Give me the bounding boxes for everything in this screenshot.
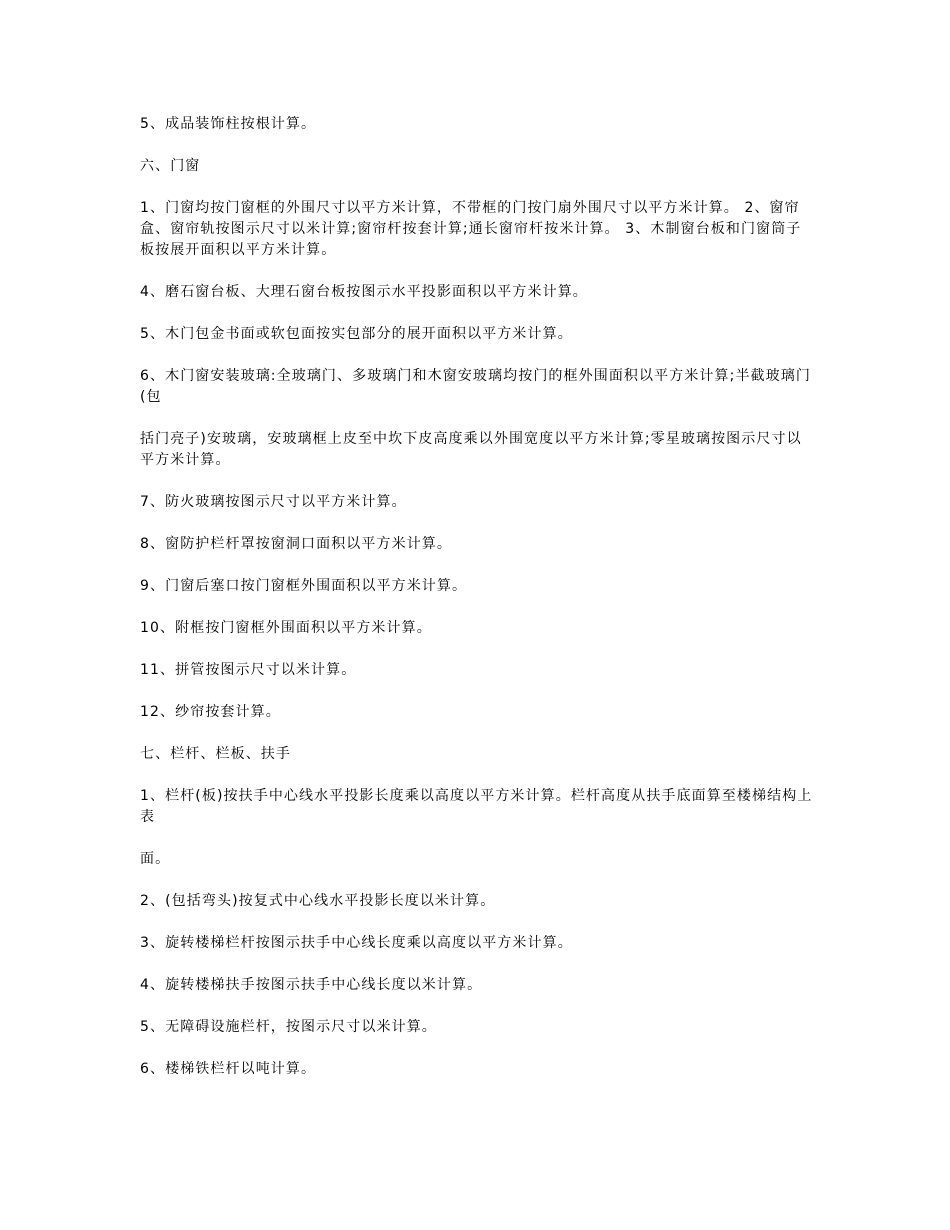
paragraph-item-8-window-guard: 8、窗防护栏杆罩按窗洞口面积以平方米计算。: [140, 536, 453, 552]
paragraph-item-1-continued: 面。: [140, 851, 171, 867]
section-heading-railings: 七、栏杆、栏板、扶手: [140, 746, 291, 762]
paragraph-item-6-iron-railing: 6、楼梯铁栏杆以吨计算。: [140, 1061, 317, 1077]
paragraph-item-5-accessible-railing: 5、无障碍设施栏杆，按图示尺寸以米计算。: [140, 1019, 437, 1035]
paragraph-item-1-railing: 1、栏杆(板)按扶手中心线水平投影长度乘以高度以平方米计算。栏杆高度从扶手底面算至楼梯结构上表: [140, 788, 813, 825]
paragraph-item-6-glass-install: 6、木门窗安装玻璃:全玻璃门、多玻璃门和木窗安玻璃均按门的框外围面积以平方米计算;半截玻璃门(包: [140, 368, 811, 405]
paragraph-item-7-fire-glass: 7、防火玻璃按图示尺寸以平方米计算。: [140, 494, 407, 510]
paragraph-item-10-subframe: 10、附框按门窗框外围面积以平方米计算。: [140, 620, 432, 636]
paragraph-item-2-bend: 2、(包括弯头)按复式中心线水平投影长度以米计算。: [140, 893, 496, 909]
paragraph-item-6-continued: 括门亮子)安玻璃，安玻璃框上皮至中坎下皮高度乘以外围宽度以平方米计算;零星玻璃按图示尺寸以平方米计算。: [140, 431, 802, 468]
paragraph-item-5-decorative-column: 5、成品装饰柱按根计算。: [140, 116, 317, 132]
paragraph-item-4-spiral-handrail: 4、旋转楼梯扶手按图示扶手中心线长度以米计算。: [140, 977, 483, 993]
paragraph-item-3-spiral-railing: 3、旋转楼梯栏杆按图示扶手中心线长度乘以高度以平方米计算。: [140, 935, 573, 951]
paragraph-item-9-back-plug: 9、门窗后塞口按门窗框外围面积以平方米计算。: [140, 578, 468, 594]
paragraph-item-1-doors-windows: 1、门窗均按门窗框的外围尺寸以平方米计算，不带框的门按门扇外围尺寸以平方米计算。 2、窗帘盒、窗帘轨按图示尺寸以米计算;窗帘杆按套计算;通长窗帘杆按米计算。 3、木制窗台板和门窗筒子板按展开面积以平方米计算。: [140, 200, 802, 258]
paragraph-item-4-window-sill: 4、磨石窗台板、大理石窗台板按图示水平投影面积以平方米计算。: [140, 284, 588, 300]
paragraph-item-12-screen: 12、纱帘按套计算。: [140, 704, 281, 720]
section-heading-doors-windows: 六、门窗: [140, 158, 201, 174]
document-body: [140, 114, 815, 1101]
paragraph-item-11-pipe: 11、拼管按图示尺寸以米计算。: [140, 662, 357, 678]
paragraph-item-5-wood-door-cladding: 5、木门包金书面或软包面按实包部分的展开面积以平方米计算。: [140, 326, 573, 342]
